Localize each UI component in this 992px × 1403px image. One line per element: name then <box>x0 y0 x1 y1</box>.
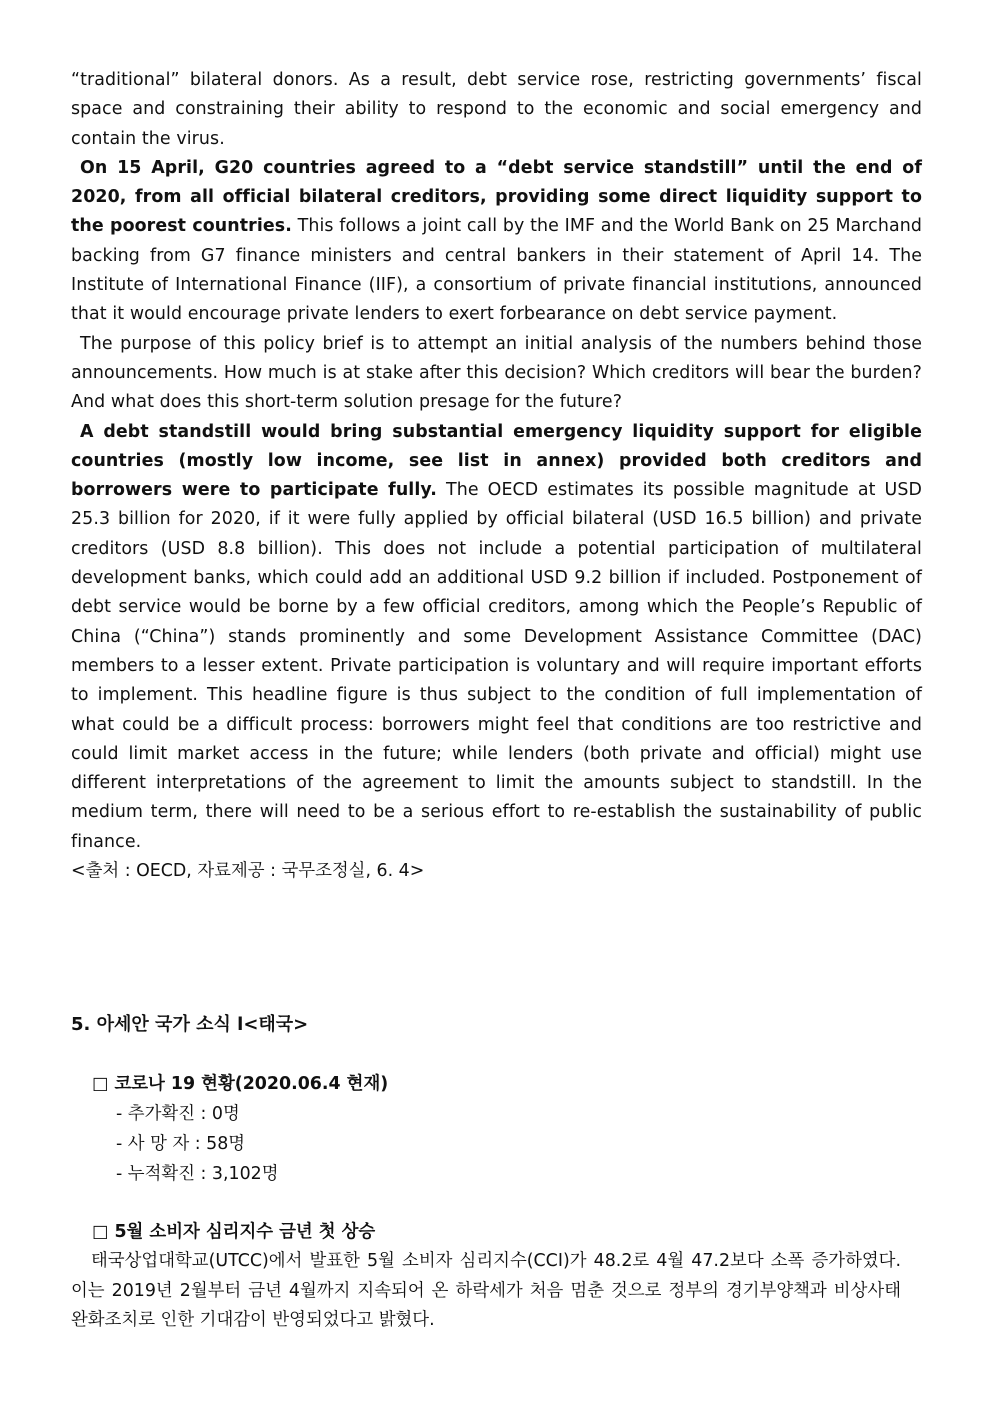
cci-section <box>71 1218 922 1335</box>
paragraph-g20-agreement <box>71 154 922 330</box>
paragraph-standstill-bold: A debt standstill would bring substantial emergency liquidity support for eligible countries (mostly low income, see list in annex) provided both creditors and borrowers were to participate fully. <box>71 421 922 501</box>
list-item: - 추가확진 : 0명 <box>116 1104 240 1125</box>
paragraph-g20-text: This follows a joint call by the IMF and the World Bank on 25 Marchand backing from G7 finance ministers and central bankers in their statement of April 14. The Institute of International Finance (IIF), a consortium of private financial institutions, announced that it would encourage private lenders to exert forbearance on debt service payment. <box>71 216 922 325</box>
paragraph-standstill <box>71 418 922 857</box>
covid-status-heading <box>92 1070 922 1099</box>
paragraph-debt-service: “traditional” bilateral donors. As a result, debt service rose, restricting governments’ fiscal space and constraining their ability to respond to the economic and social emergency and contain the virus. <box>71 70 922 149</box>
list-item: - 누적확진 : 3,102명 <box>116 1164 279 1185</box>
cci-body: 태국상업대학교(UTCC)에서 발표한 5월 소비자 심리지수(CCI)가 48.2로 4월 47.2보다 소폭 증가하였다. 이는 2019년 2월부터 금년 4월까지 지속되어 온 하락세가 처음 멈춘 것으로 정부의 경기부양책과 비상사태 완화조치로 인한 기대감이 반영되었다고 밝혔다. <box>71 1251 901 1330</box>
checkbox-square-icon: □ <box>92 1222 109 1242</box>
paragraph-standstill-text: The OECD estimates its possible magnitude at USD 25.3 billion for 2020, if it were fully applied by official bilateral (USD 16.5 billion) and private creditors (USD 8.8 billion). This does not include a potential participation of multilateral development banks, which could add an additional USD 9.2 billion if included. Postponement of debt service would be borne by a few official creditors, among which the People’s Republic of China (“China”) stands prominently and some Development Assistance Committee (DAC) members to a lesser extent. Private participation is voluntary and will require important efforts to implement. This headline figure is thus subject to the condition of full implementation of what could be a difficult process: borrowers might feel that conditions are too restrictive and could limit market access in the future; while lenders (both private and official) might use different interpretations of the agreement to limit the amounts subject to standstill. In the medium term, there will need to be a serious effort to re-establish the sustainability of public finance. <box>71 480 922 852</box>
list-item: - 사 망 자 : 58명 <box>116 1134 246 1155</box>
source-citation: <출처 : OECD, 자료제공 : 국무조정실, 6. 4> <box>71 861 425 882</box>
covid-status-section <box>92 1070 922 1189</box>
section-title: 5. 아세안 국가 소식 l<태국> <box>71 1014 309 1035</box>
paragraph-g20-bold: On 15 April, G20 countries agreed to a “debt service standstill” until the end of 2020, from all official bilateral creditors, providing some direct liquidity support to the poorest countries. <box>71 157 922 237</box>
covid-status-title: 코로나 19 현황(2020.06.4 현재) <box>114 1074 389 1094</box>
covid-stats-list <box>92 1099 922 1189</box>
cci-heading <box>92 1218 922 1247</box>
paragraph-policy-brief: The purpose of this policy brief is to attempt an initial analysis of the numbers behind those announcements. How much is at stake after this decision? Which creditors will bear the burden? And what does this short-term solution presage for the future? <box>71 333 922 413</box>
cci-title: 5월 소비자 심리지수 금년 첫 상승 <box>114 1222 376 1242</box>
checkbox-square-icon: □ <box>92 1074 109 1094</box>
document-page <box>71 66 922 1330</box>
